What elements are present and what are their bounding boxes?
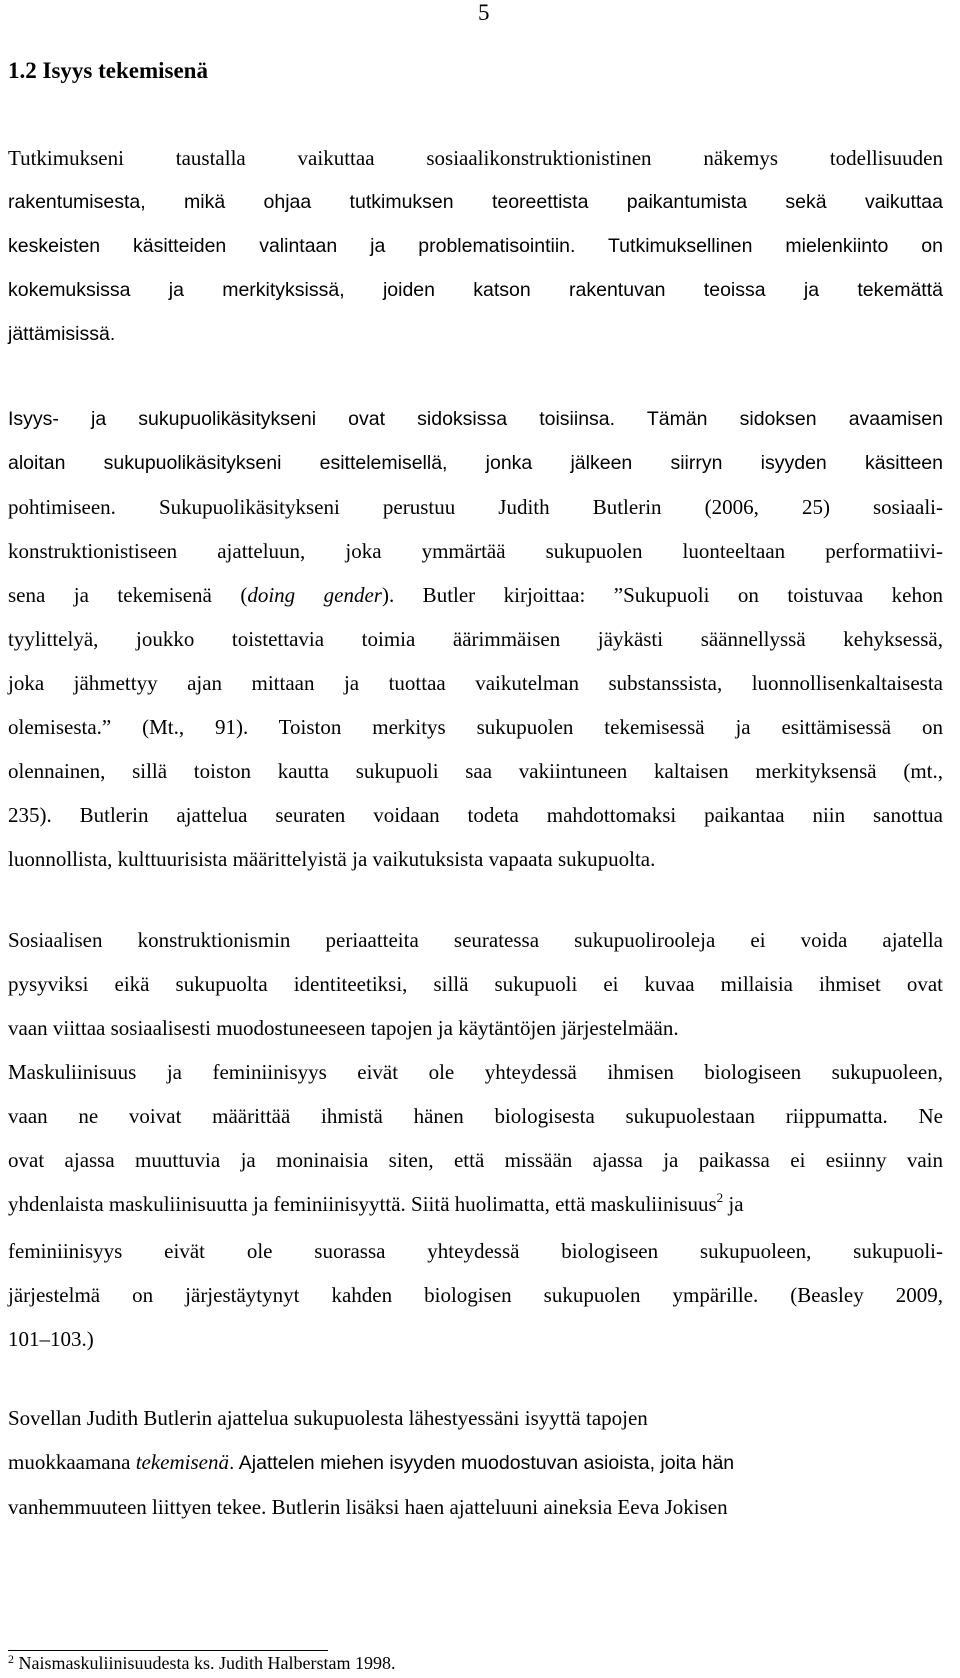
paragraph-line: sena ja tekemisenä (doing gender). Butler kirjoittaa: ”Sukupuoli on toistuvaa kehon	[8, 583, 943, 607]
paragraph-line: jättämisissä.	[8, 323, 116, 345]
paragraph-line: Sosiaalisen konstruktionismin periaatteita seuratessa sukupuolirooleja ei voida ajatella	[8, 928, 943, 952]
paragraph-line: olemisesta.” (Mt., 91). Toiston merkitys sukupuolen tekemisessä ja esittämisessä on	[8, 715, 943, 739]
paragraph-line: vanhemmuuteen liittyen tekee. Butlerin lisäksi haen ajatteluuni aineksia Eeva Jokisen	[8, 1495, 728, 1519]
paragraph-2	[8, 397, 943, 881]
paragraph-line: joka jähmettyy ajan mittaan ja tuottaa vaikutelman substanssista, luonnollisenkaltaisesta	[8, 671, 943, 695]
footnote-text: Naismaskuliinisuudesta ks. Judith Halberstam 1998.	[14, 1653, 396, 1673]
paragraph-1	[8, 136, 943, 356]
paragraph-line-text: yhdenlaista maskuliinisuutta ja feminiinisyyttä. Siitä huolimatta, että maskuliinisuus	[8, 1192, 717, 1216]
paragraph-line: konstruktionistiseen ajatteluun, joka ymmärtää sukupuolen luonteeltaan performatiivi-	[8, 539, 943, 563]
paragraph-line	[8, 1182, 943, 1229]
paragraph-line-text: muokkaamana	[8, 1450, 136, 1474]
footnote	[8, 1652, 395, 1676]
paragraph-line: vaan viittaa sosiaalisesti muodostuneeseen tapojen ja käytäntöjen järjestelmään.	[8, 1016, 679, 1040]
paragraph-4	[8, 1396, 943, 1529]
page-number: 5	[478, 0, 490, 25]
doing-gender-term: doing gender	[247, 583, 382, 607]
paragraph-line: feminiinisyys eivät ole suorassa yhteydessä biologiseen sukupuoleen, sukupuoli-	[8, 1239, 943, 1263]
paragraph-line: aloitan sukupuolikäsitykseni esittelemisellä, jonka jälkeen siirryn isyyden käsitteen	[8, 452, 943, 474]
paragraph-3	[8, 918, 943, 1361]
footnote-reference[interactable]: 2	[716, 1190, 724, 1205]
footnote-marker: 2	[8, 1652, 14, 1666]
footnote-separator	[8, 1650, 328, 1651]
paragraph-line: Tutkimukseni taustalla vaikuttaa sosiaalikonstruktionistinen näkemys todellisuuden	[8, 146, 943, 170]
paragraph-line: kokemuksissa ja merkityksissä, joiden katson rakentuvan teoissa ja tekemättä	[8, 279, 943, 301]
paragraph-line: Maskuliinisuus ja feminiinisyys eivät ole yhteydessä ihmisen biologiseen sukupuoleen,	[8, 1060, 943, 1084]
paragraph-line	[8, 1440, 943, 1485]
paragraph-line: olennainen, sillä toiston kautta sukupuoli saa vakiintuneen kaltaisen merkityksensä (mt.,	[8, 759, 943, 783]
paragraph-line: 235). Butlerin ajattelua seuraten voidaan todeta mahdottomaksi paikantaa niin sanottua	[8, 803, 943, 827]
paragraph-line: pysyviksi eikä sukupuolta identiteetiksi, sillä sukupuoli ei kuvaa millaisia ihmiset ovat	[8, 972, 943, 996]
paragraph-line: rakentumisesta, mikä ohjaa tutkimuksen teoreettista paikantumista sekä vaikuttaa	[8, 191, 943, 213]
paragraph-line: vaan ne voivat määrittää ihmistä hänen biologisesta sukupuolestaan riippumatta. Ne	[8, 1104, 943, 1128]
paragraph-line: pohtimiseen. Sukupuolikäsitykseni perustuu Judith Butlerin (2006, 25) sosiaali-	[8, 495, 943, 519]
section-heading: 1.2 Isyys tekemisenä	[8, 58, 208, 83]
paragraph-line: tyylittelyä, joukko toistettavia toimia äärimmäisen jäykästi säännellyssä kehyksessä,	[8, 627, 943, 651]
paragraph-line: Sovellan Judith Butlerin ajattelua sukupuolesta lähestyessäni isyyttä tapojen	[8, 1406, 648, 1430]
paragraph-line-tail: ja	[728, 1192, 744, 1216]
paragraph-line: Isyys- ja sukupuolikäsitykseni ovat sidoksissa toisiinsa. Tämän sidoksen avaamisen	[8, 408, 943, 430]
paragraph-line: 101–103.)	[8, 1327, 94, 1351]
paragraph-line: keskeisten käsitteiden valintaan ja problematisointiin. Tutkimuksellinen mielenkiinto on	[8, 235, 943, 257]
paragraph-line: ovat ajassa muuttuvia ja moninaisia siten, että missään ajassa ja paikassa ei esiinny vain	[8, 1148, 943, 1172]
paragraph-line: järjestelmä on järjestäytynyt kahden biologisen sukupuolen ympärille. (Beasley 2009,	[8, 1283, 943, 1307]
emphasis-term: tekemisenä	[135, 1450, 229, 1474]
paragraph-line-text: . Ajattelen miehen isyyden muodostuvan asioista, joita hän	[229, 1452, 735, 1474]
paragraph-line: luonnollista, kulttuurisista määrittelyistä ja vaikutuksista vapaata sukupuolta.	[8, 847, 656, 871]
